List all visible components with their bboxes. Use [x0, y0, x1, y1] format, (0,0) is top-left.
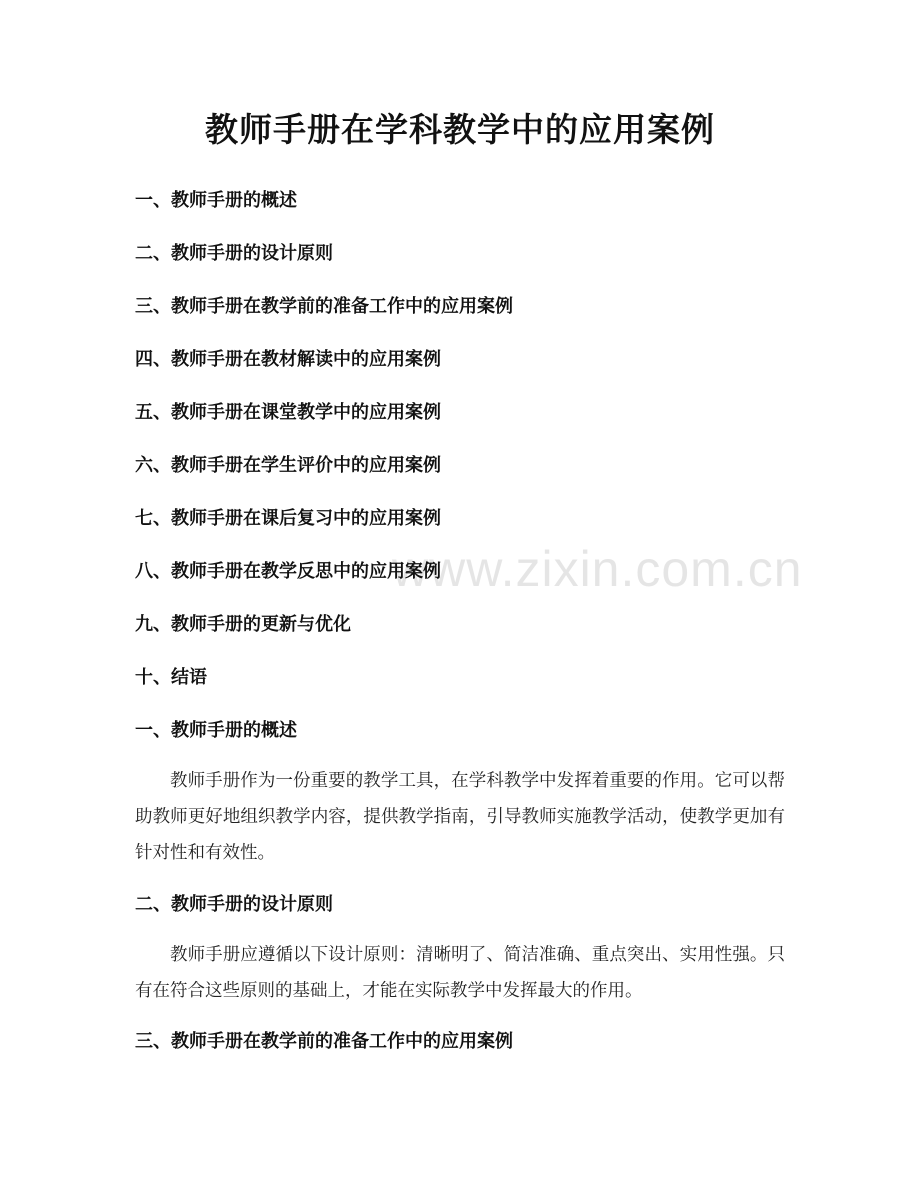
section-paragraph: 教师手册应遵循以下设计原则：清晰明了、简洁准确、重点突出、实用性强。只有在符合这些原则的基础上，才能在实际教学中发挥最大的作用。: [135, 945, 785, 1001]
section-heading: 二、教师手册的设计原则: [135, 894, 333, 915]
section-heading: 一、教师手册的概述: [135, 720, 297, 741]
toc-item: 三、教师手册在教学前的准备工作中的应用案例: [135, 296, 513, 317]
toc-item: 五、教师手册在课堂教学中的应用案例: [135, 402, 441, 423]
document-title: 教师手册在学科教学中的应用案例: [205, 110, 715, 149]
toc-item: 八、教师手册在教学反思中的应用案例: [135, 561, 441, 582]
toc-item: 四、教师手册在教材解读中的应用案例: [135, 349, 441, 370]
toc-item: 六、教师手册在学生评价中的应用案例: [135, 455, 441, 476]
toc-item: 二、教师手册的设计原则: [135, 243, 333, 264]
watermark: www.zixin.com.cn: [392, 541, 803, 597]
section-paragraph: 教师手册作为一份重要的教学工具，在学科教学中发挥着重要的作用。它可以帮助教师更好地组织教学内容，提供教学指南，引导教师实施教学活动，使教学更加有针对性和有效性。: [135, 771, 785, 863]
section-heading: 三、教师手册在教学前的准备工作中的应用案例: [135, 1031, 513, 1052]
toc-item: 七、教师手册在课后复习中的应用案例: [135, 508, 441, 529]
toc-item: 十、结语: [135, 667, 207, 688]
toc-item: 一、教师手册的概述: [135, 190, 297, 211]
toc-item: 九、教师手册的更新与优化: [135, 614, 351, 635]
